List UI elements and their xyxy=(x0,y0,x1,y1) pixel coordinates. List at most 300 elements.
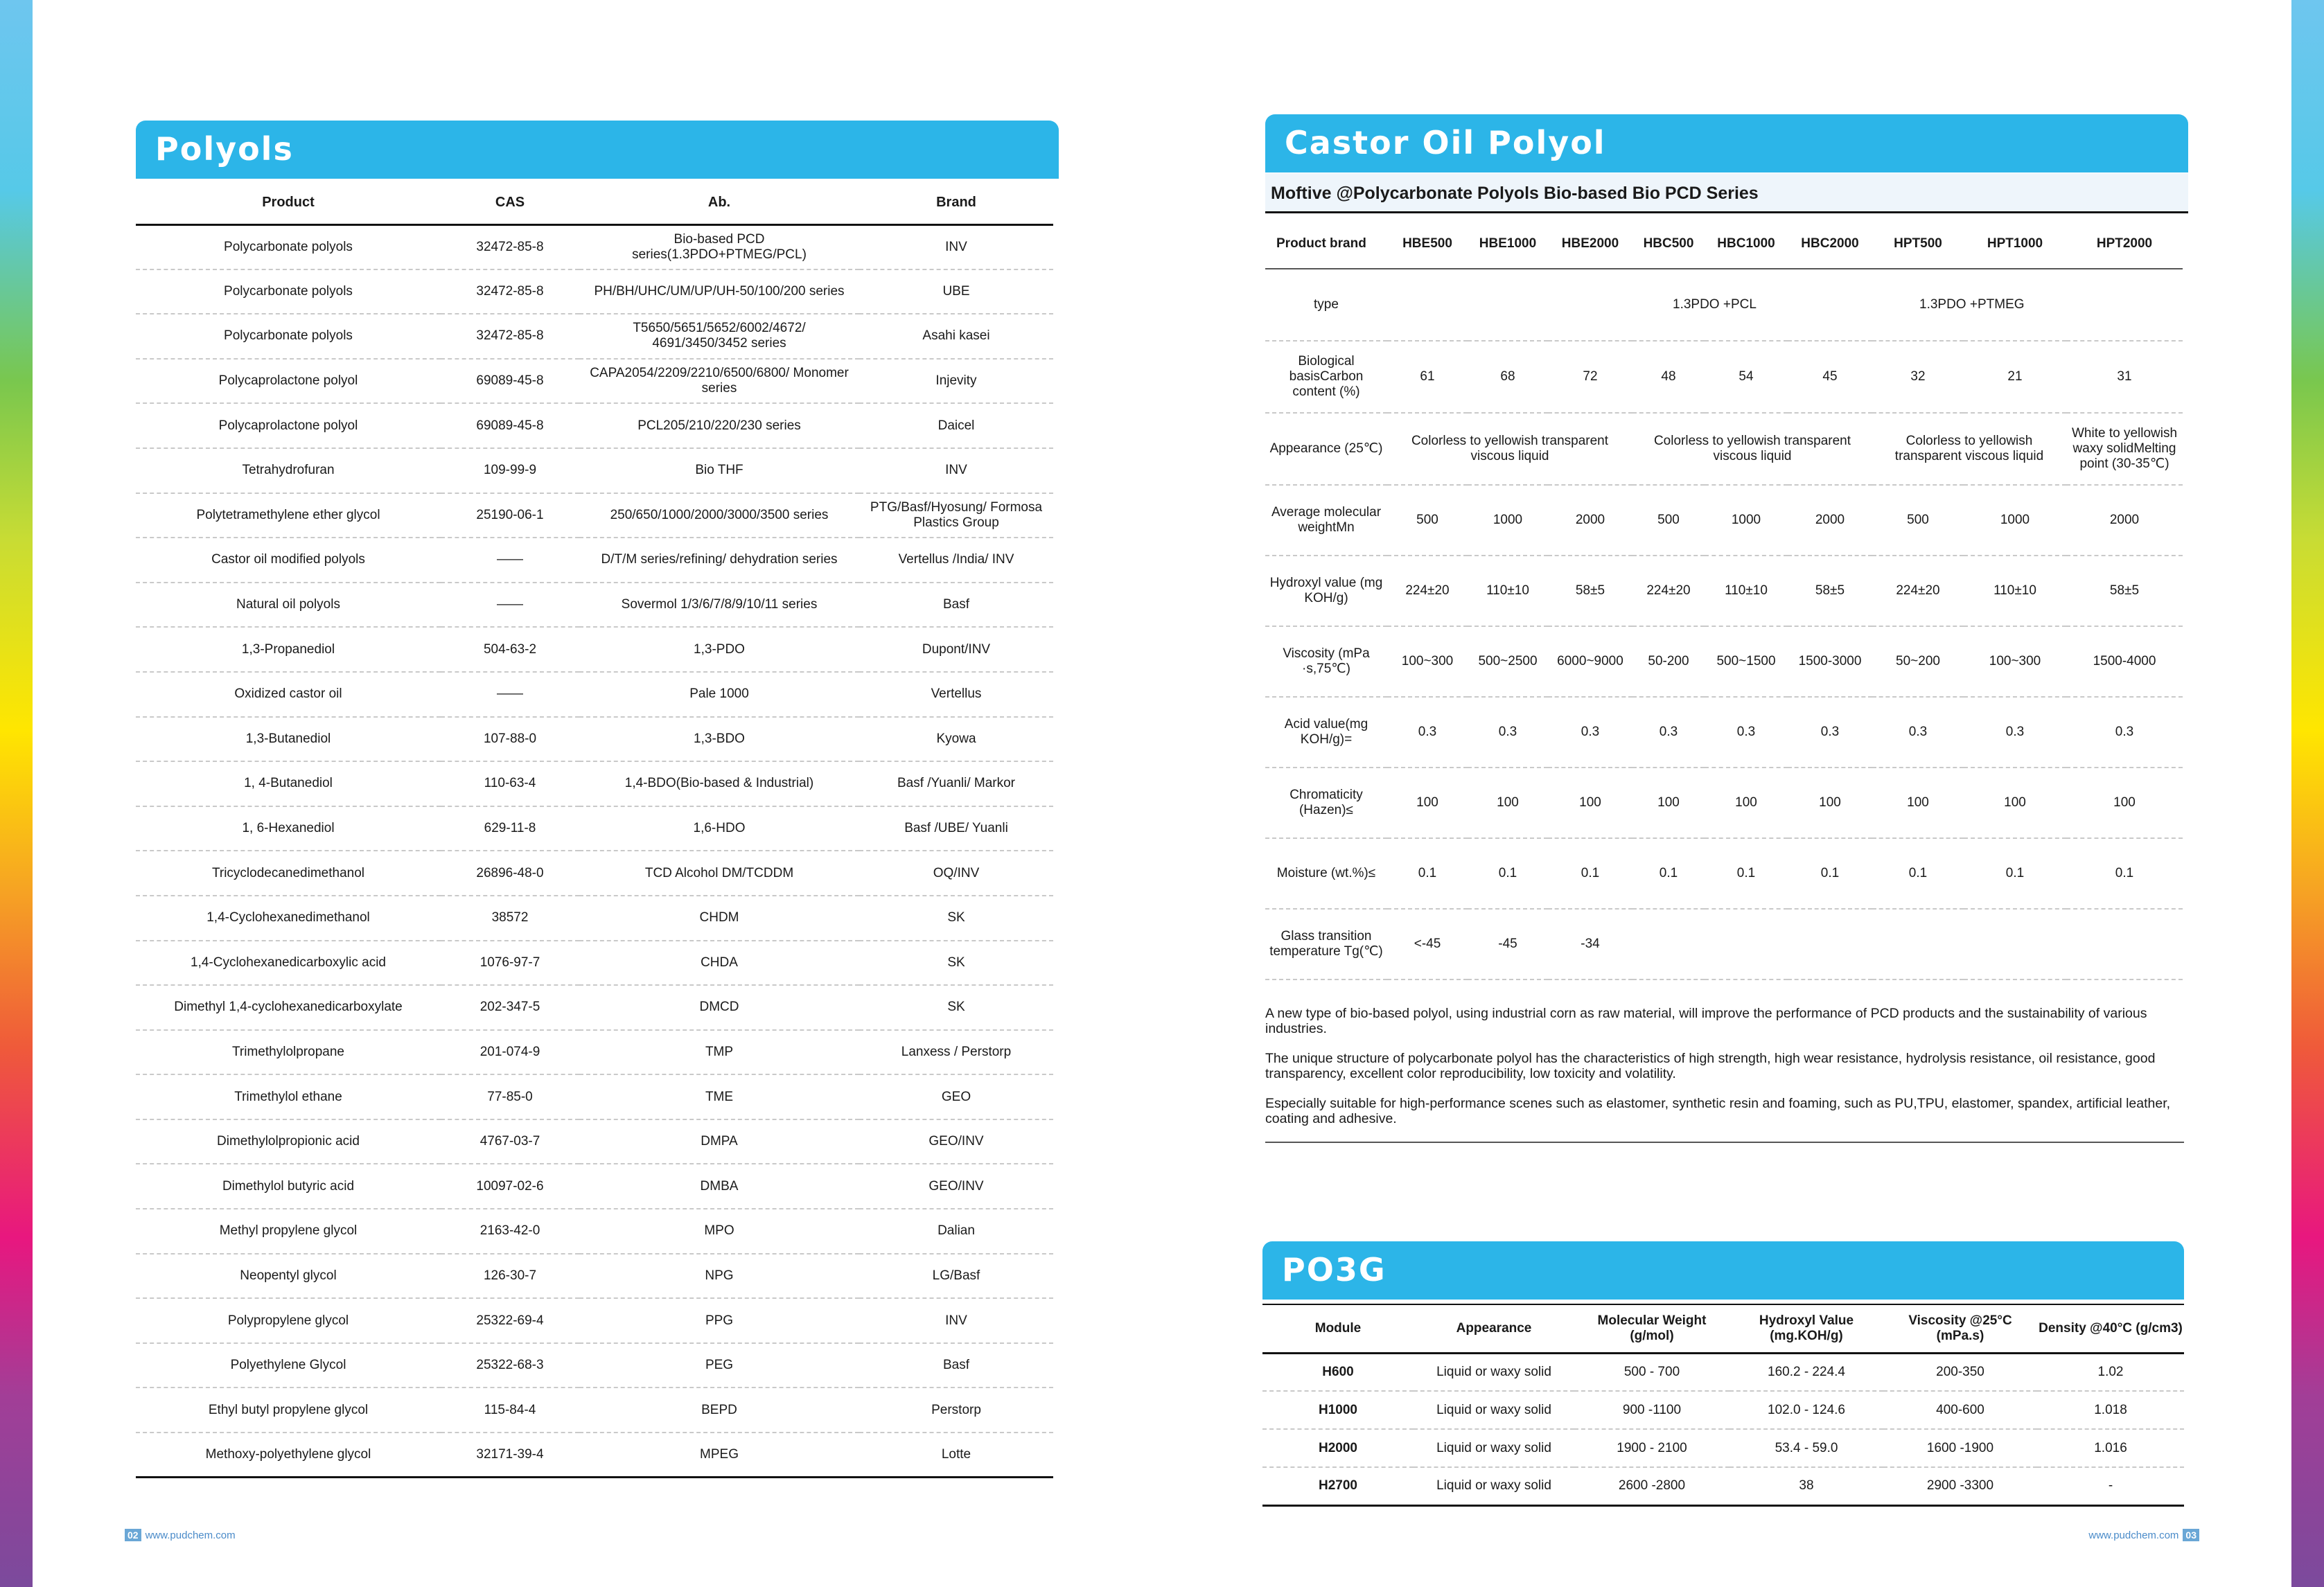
cell-chroma-6: 100 xyxy=(1872,768,1964,838)
cell-product: 1,4-Cyclohexanedicarboxylic acid xyxy=(136,941,441,986)
cell-acid-4: 0.3 xyxy=(1705,697,1788,768)
table-row xyxy=(136,448,1053,493)
cell-glass-8 xyxy=(2066,909,2183,979)
cell-glass-2: -34 xyxy=(1548,909,1632,979)
cell-product: Polyethylene Glycol xyxy=(136,1343,441,1388)
cell-density: 1.016 xyxy=(2037,1429,2184,1467)
po3g-header xyxy=(1262,1241,2184,1300)
cell-density: 1.018 xyxy=(2037,1391,2184,1429)
table-row xyxy=(136,1030,1053,1075)
cell-mw-5: 2000 xyxy=(1788,485,1872,556)
brand-hbe500: HBE500 xyxy=(1387,219,1468,269)
cell-cas: 110-63-4 xyxy=(441,761,579,806)
appearance-hbc: Colorless to yellowish transparent viscous liquid xyxy=(1632,413,1872,485)
cell-biological-6: 32 xyxy=(1872,341,1964,413)
cell-viscosity-1: 500~2500 xyxy=(1468,626,1548,697)
cell-hydroxyl-7: 110±10 xyxy=(1964,556,2066,626)
castor-glass-row xyxy=(1265,909,2183,979)
cell-moisture-5: 0.1 xyxy=(1788,838,1872,909)
row-label-chroma: Chromaticity (Hazen)≤ xyxy=(1265,768,1387,838)
cell-ab: Bio THF xyxy=(579,448,859,493)
cell-product: Methyl propylene glycol xyxy=(136,1209,441,1254)
castor-subtitle: Moftive @Polycarbonate Polyols Bio-based Bio PCD Series xyxy=(1265,173,2188,213)
cell-brand: Perstorp xyxy=(859,1387,1053,1433)
cell-brand: PTG/Basf/Hyosung/ Formosa Plastics Group xyxy=(859,493,1053,538)
cell-ab: T5650/5651/5652/6002/4672/ 4691/3450/3452 series xyxy=(579,314,859,359)
cell-brand: Basf /UBE/ Yuanli xyxy=(859,806,1053,851)
cell-hydroxyl-0: 224±20 xyxy=(1387,556,1468,626)
cell-brand: LG/Basf xyxy=(859,1254,1053,1299)
cell-viscosity-5: 1500-3000 xyxy=(1788,626,1872,697)
po3g-col-module: Module xyxy=(1262,1304,1414,1353)
cell-brand: Kyowa xyxy=(859,717,1053,762)
cell-brand: Asahi kasei xyxy=(859,314,1053,359)
table-row xyxy=(1262,1353,2184,1391)
cell-cas: —— xyxy=(441,538,579,583)
cell-cas: 32472-85-8 xyxy=(441,314,579,359)
cell-product: Polytetramethylene ether glycol xyxy=(136,493,441,538)
cell-moisture-1: 0.1 xyxy=(1468,838,1548,909)
castor-chroma-row xyxy=(1265,768,2183,838)
cell-ab: 250/650/1000/2000/3000/3500 series xyxy=(579,493,859,538)
page-number-left: 02 xyxy=(125,1529,141,1541)
cell-product: Oxidized castor oil xyxy=(136,672,441,717)
po3g-body xyxy=(1262,1353,2184,1505)
cell-viscosity-3: 50-200 xyxy=(1632,626,1705,697)
table-row xyxy=(136,403,1053,448)
cell-glass-3 xyxy=(1632,909,1705,979)
cell-ab: Sovermol 1/3/6/7/8/9/10/11 series xyxy=(579,583,859,628)
table-row xyxy=(136,1119,1053,1164)
cell-brand: INV xyxy=(859,448,1053,493)
cell-cas: 202-347-5 xyxy=(441,985,579,1030)
cell-viscosity: 200-350 xyxy=(1883,1353,2037,1391)
table-row xyxy=(1262,1391,2184,1429)
table-row xyxy=(136,1164,1053,1209)
table-row xyxy=(136,851,1053,896)
notes-divider xyxy=(1265,1142,2184,1143)
cell-ab: MPEG xyxy=(579,1433,859,1478)
cell-product: Polypropylene glycol xyxy=(136,1298,441,1343)
cell-ab: DMPA xyxy=(579,1119,859,1164)
cell-brand: Basf /Yuanli/ Markor xyxy=(859,761,1053,806)
table-row xyxy=(136,896,1053,941)
row-label-appearance: Appearance (25℃) xyxy=(1265,413,1387,485)
cell-hydroxyl-3: 224±20 xyxy=(1632,556,1705,626)
cell-product: Polycaprolactone polyol xyxy=(136,403,441,448)
footer-url-left[interactable]: www.pudchem.com xyxy=(145,1529,236,1541)
cell-brand: GEO xyxy=(859,1074,1053,1119)
appearance-hpt: Colorless to yellowish transparent viscous liquid xyxy=(1872,413,2066,485)
castor-mw-row xyxy=(1265,485,2183,556)
note-2: The unique structure of polycarbonate polyol has the characteristics of high strength, high wear resistance, hydrolysis resistance, oil resistance, good transparency, excellent color reproducibility, low toxicity and volatility. xyxy=(1265,1051,2156,1081)
cell-ab: NPG xyxy=(579,1254,859,1299)
cell-viscosity: 400-600 xyxy=(1883,1391,2037,1429)
cell-appearance: Liquid or waxy solid xyxy=(1414,1353,1574,1391)
cell-product: Dimethylol butyric acid xyxy=(136,1164,441,1209)
polyols-body xyxy=(136,224,1053,1478)
cell-cas: 77-85-0 xyxy=(441,1074,579,1119)
cell-cas: 25322-69-4 xyxy=(441,1298,579,1343)
cell-brand: UBE xyxy=(859,269,1053,314)
cell-cas: 69089-45-8 xyxy=(441,403,579,448)
cell-cas: 126-30-7 xyxy=(441,1254,579,1299)
castor-brand-label: Product brand xyxy=(1265,219,1387,269)
cell-product: Polycarbonate polyols xyxy=(136,314,441,359)
brand-hbe1000: HBE1000 xyxy=(1468,219,1548,269)
cell-glass-4 xyxy=(1705,909,1788,979)
table-row xyxy=(136,1254,1053,1299)
cell-mw-0: 500 xyxy=(1387,485,1468,556)
cell-chroma-5: 100 xyxy=(1788,768,1872,838)
table-row xyxy=(136,717,1053,762)
cell-acid-2: 0.3 xyxy=(1548,697,1632,768)
cell-brand: Lanxess / Perstorp xyxy=(859,1030,1053,1075)
cell-brand: Basf xyxy=(859,583,1053,628)
table-row xyxy=(136,761,1053,806)
cell-product: 1, 4-Butanediol xyxy=(136,761,441,806)
cell-viscosity-7: 100~300 xyxy=(1964,626,2066,697)
cell-mw: 2600 -2800 xyxy=(1574,1467,1729,1505)
cell-product: Castor oil modified polyols xyxy=(136,538,441,583)
cell-brand: Injevity xyxy=(859,359,1053,404)
cell-cas: 26896-48-0 xyxy=(441,851,579,896)
polyols-header xyxy=(136,121,1059,179)
cell-cas: 32171-39-4 xyxy=(441,1433,579,1478)
table-row xyxy=(136,672,1053,717)
cell-ab: BEPD xyxy=(579,1387,859,1433)
brand-hbc500: HBC500 xyxy=(1632,219,1705,269)
cell-moisture-0: 0.1 xyxy=(1387,838,1468,909)
cell-product: Dimethylolpropionic acid xyxy=(136,1119,441,1164)
po3g-header-row xyxy=(1262,1304,2184,1353)
table-row xyxy=(136,538,1053,583)
cell-ab: 1,3-PDO xyxy=(579,627,859,672)
cell-viscosity: 1600 -1900 xyxy=(1883,1429,2037,1467)
cell-biological-1: 68 xyxy=(1468,341,1548,413)
cell-product: Polycarbonate polyols xyxy=(136,224,441,269)
cell-viscosity-6: 50~200 xyxy=(1872,626,1964,697)
cell-product: Tetrahydrofuran xyxy=(136,448,441,493)
row-label-mw: Average molecular weightMn xyxy=(1265,485,1387,556)
cell-cas: —— xyxy=(441,672,579,717)
castor-acid-row xyxy=(1265,697,2183,768)
cell-glass-1: -45 xyxy=(1468,909,1548,979)
table-row xyxy=(136,1433,1053,1478)
table-row xyxy=(136,269,1053,314)
table-row xyxy=(136,806,1053,851)
cell-chroma-2: 100 xyxy=(1548,768,1632,838)
table-row xyxy=(136,1209,1053,1254)
row-label-hydroxyl: Hydroxyl value (mg KOH/g) xyxy=(1265,556,1387,626)
polyols-table xyxy=(136,181,1053,1478)
cell-glass-6 xyxy=(1872,909,1964,979)
cell-density: - xyxy=(2037,1467,2184,1505)
cell-hydroxyl-5: 58±5 xyxy=(1788,556,1872,626)
brand-hpt1000: HPT1000 xyxy=(1964,219,2066,269)
rainbow-strip-left xyxy=(0,0,33,1587)
po3g-col-hydroxyl: Hydroxyl Value (mg.KOH/g) xyxy=(1729,1304,1883,1353)
cell-ab: 1,4-BDO(Bio-based & Industrial) xyxy=(579,761,859,806)
appearance-hpt2000: White to yellowish waxy solidMelting point (30-35℃) xyxy=(2066,413,2183,485)
cell-glass-7 xyxy=(1964,909,2066,979)
castor-type-row xyxy=(1265,269,2183,341)
cell-ab: CHDA xyxy=(579,941,859,986)
po3g-col-density: Density @40°C (g/cm3) xyxy=(2037,1304,2184,1353)
cell-hydroxyl-8: 58±5 xyxy=(2066,556,2183,626)
cell-brand: INV xyxy=(859,224,1053,269)
table-row xyxy=(136,627,1053,672)
cell-biological-4: 54 xyxy=(1705,341,1788,413)
table-row xyxy=(136,359,1053,404)
cell-hydroxyl: 38 xyxy=(1729,1467,1883,1505)
cell-product: Ethyl butyl propylene glycol xyxy=(136,1387,441,1433)
cell-moisture-4: 0.1 xyxy=(1705,838,1788,909)
cell-hydroxyl-1: 110±10 xyxy=(1468,556,1548,626)
cell-ab: CAPA2054/2209/2210/6500/6800/ Monomer series xyxy=(579,359,859,404)
cell-ab: Bio-based PCD series(1.3PDO+PTMEG/PCL) xyxy=(579,224,859,269)
cell-cas: 107-88-0 xyxy=(441,717,579,762)
cell-acid-6: 0.3 xyxy=(1872,697,1964,768)
cell-product: Neopentyl glycol xyxy=(136,1254,441,1299)
brand-hbc2000: HBC2000 xyxy=(1788,219,1872,269)
castor-moisture-row xyxy=(1265,838,2183,909)
cell-mw-3: 500 xyxy=(1632,485,1705,556)
col-header-brand: Brand xyxy=(859,181,1053,224)
brand-hpt500: HPT500 xyxy=(1872,219,1964,269)
cell-hydroxyl-4: 110±10 xyxy=(1705,556,1788,626)
polyols-header-row xyxy=(136,181,1053,224)
cell-ab: TME xyxy=(579,1074,859,1119)
cell-appearance: Liquid or waxy solid xyxy=(1414,1429,1574,1467)
castor-notes xyxy=(1265,1006,2184,1141)
cell-brand: Lotte xyxy=(859,1433,1053,1478)
note-3: Especially suitable for high-performance scenes such as elastomer, synthetic resin and foaming, such as PU,TPU, elastomer, spandex, artificial leather, coating and adhesive. xyxy=(1265,1096,2171,1126)
cell-hydroxyl: 160.2 - 224.4 xyxy=(1729,1353,1883,1391)
cell-brand: SK xyxy=(859,941,1053,986)
cell-brand: Dalian xyxy=(859,1209,1053,1254)
cell-glass-5 xyxy=(1788,909,1872,979)
cell-brand: Vertellus xyxy=(859,672,1053,717)
cell-moisture-7: 0.1 xyxy=(1964,838,2066,909)
brand-hbe2000: HBE2000 xyxy=(1548,219,1632,269)
po3g-table xyxy=(1262,1304,2184,1507)
cell-product: 1,4-Cyclohexanedimethanol xyxy=(136,896,441,941)
cell-brand: Dupont/INV xyxy=(859,627,1053,672)
cell-cas: 69089-45-8 xyxy=(441,359,579,404)
cell-brand: GEO/INV xyxy=(859,1164,1053,1209)
cell-hydroxyl-6: 224±20 xyxy=(1872,556,1964,626)
cell-appearance: Liquid or waxy solid xyxy=(1414,1467,1574,1505)
po3g-col-mw: Molecular Weight (g/mol) xyxy=(1574,1304,1729,1353)
cell-product: Polycaprolactone polyol xyxy=(136,359,441,404)
cell-chroma-7: 100 xyxy=(1964,768,2066,838)
cell-ab: MPO xyxy=(579,1209,859,1254)
cell-viscosity-4: 500~1500 xyxy=(1705,626,1788,697)
cell-cas: 504-63-2 xyxy=(441,627,579,672)
cell-mw: 900 -1100 xyxy=(1574,1391,1729,1429)
cell-acid-5: 0.3 xyxy=(1788,697,1872,768)
cell-cas: —— xyxy=(441,583,579,628)
cell-ab: DMBA xyxy=(579,1164,859,1209)
table-row xyxy=(136,583,1053,628)
cell-cas: 109-99-9 xyxy=(441,448,579,493)
cell-brand: SK xyxy=(859,985,1053,1030)
row-label-moisture: Moisture (wt.%)≤ xyxy=(1265,838,1387,909)
cell-module: H1000 xyxy=(1262,1391,1414,1429)
cell-mw: 500 - 700 xyxy=(1574,1353,1729,1391)
cell-hydroxyl: 53.4 - 59.0 xyxy=(1729,1429,1883,1467)
cell-product: Tricyclodecanedimethanol xyxy=(136,851,441,896)
page-number-right: 03 xyxy=(2183,1529,2199,1541)
castor-table xyxy=(1265,219,2183,980)
cell-product: 1,3-Butanediol xyxy=(136,717,441,762)
cell-chroma-0: 100 xyxy=(1387,768,1468,838)
cell-biological-0: 61 xyxy=(1387,341,1468,413)
cell-mw-6: 500 xyxy=(1872,485,1964,556)
cell-brand: SK xyxy=(859,896,1053,941)
cell-mw-2: 2000 xyxy=(1548,485,1632,556)
cell-chroma-1: 100 xyxy=(1468,768,1548,838)
castor-title: Castor Oil Polyol xyxy=(1285,124,1606,161)
appearance-hbe: Colorless to yellowish transparent viscous liquid xyxy=(1387,413,1632,485)
cell-cas: 32472-85-8 xyxy=(441,224,579,269)
table-row xyxy=(136,1343,1053,1388)
footer-left xyxy=(125,1529,236,1541)
cell-viscosity: 2900 -3300 xyxy=(1883,1467,2037,1505)
row-label-biological: Biological basisCarbon content (%) xyxy=(1265,341,1387,413)
cell-ab: 1,3-BDO xyxy=(579,717,859,762)
cell-product: Natural oil polyols xyxy=(136,583,441,628)
table-row xyxy=(136,314,1053,359)
col-header-product: Product xyxy=(136,181,441,224)
cell-ab: CHDM xyxy=(579,896,859,941)
type-hbc: 1.3PDO +PCL xyxy=(1632,269,1788,341)
cell-biological-7: 21 xyxy=(1964,341,2066,413)
cell-cas: 201-074-9 xyxy=(441,1030,579,1075)
cell-cas: 32472-85-8 xyxy=(441,269,579,314)
table-row xyxy=(136,1298,1053,1343)
cell-biological-8: 31 xyxy=(2066,341,2183,413)
cell-cas: 1076-97-7 xyxy=(441,941,579,986)
cell-ab: 1,6-HDO xyxy=(579,806,859,851)
footer-right xyxy=(2088,1529,2199,1541)
cell-hydroxyl: 102.0 - 124.6 xyxy=(1729,1391,1883,1429)
col-header-ab: Ab. xyxy=(579,181,859,224)
cell-mw-4: 1000 xyxy=(1705,485,1788,556)
table-row xyxy=(136,224,1053,269)
cell-moisture-8: 0.1 xyxy=(2066,838,2183,909)
cell-biological-3: 48 xyxy=(1632,341,1705,413)
table-row xyxy=(136,985,1053,1030)
cell-mw-8: 2000 xyxy=(2066,485,2183,556)
cell-product: Methoxy-polyethylene glycol xyxy=(136,1433,441,1478)
cell-cas: 38572 xyxy=(441,896,579,941)
cell-cas: 25322-68-3 xyxy=(441,1343,579,1388)
table-row xyxy=(136,1387,1053,1433)
cell-cas: 629-11-8 xyxy=(441,806,579,851)
cell-brand: Vertellus /India/ INV xyxy=(859,538,1053,583)
cell-moisture-6: 0.1 xyxy=(1872,838,1964,909)
cell-mw-1: 1000 xyxy=(1468,485,1548,556)
cell-biological-5: 45 xyxy=(1788,341,1872,413)
cell-cas: 10097-02-6 xyxy=(441,1164,579,1209)
cell-density: 1.02 xyxy=(2037,1353,2184,1391)
cell-acid-8: 0.3 xyxy=(2066,697,2183,768)
cell-ab: PCL205/210/220/230 series xyxy=(579,403,859,448)
cell-product: Polycarbonate polyols xyxy=(136,269,441,314)
cell-acid-0: 0.3 xyxy=(1387,697,1468,768)
row-label-acid: Acid value(mg KOH/g)= xyxy=(1265,697,1387,768)
table-row xyxy=(1262,1467,2184,1505)
cell-chroma-8: 100 xyxy=(2066,768,2183,838)
cell-ab: DMCD xyxy=(579,985,859,1030)
row-label-type: type xyxy=(1265,269,1387,341)
cell-brand: Daicel xyxy=(859,403,1053,448)
cell-module: H2000 xyxy=(1262,1429,1414,1467)
cell-mw: 1900 - 2100 xyxy=(1574,1429,1729,1467)
brand-hpt2000: HPT2000 xyxy=(2066,219,2183,269)
cell-cas: 2163-42-0 xyxy=(441,1209,579,1254)
col-header-cas: CAS xyxy=(441,181,579,224)
type-hpt: 1.3PDO +PTMEG xyxy=(1872,269,2066,341)
cell-viscosity-2: 6000~9000 xyxy=(1548,626,1632,697)
table-row xyxy=(136,941,1053,986)
cell-product: 1,3-Propanediol xyxy=(136,627,441,672)
note-1: A new type of bio-based polyol, using industrial corn as raw material, will improve the performance of PCD products and the sustainability of various industries. xyxy=(1265,1006,2147,1036)
polyols-title: Polyols xyxy=(155,130,294,168)
cell-chroma-3: 100 xyxy=(1632,768,1705,838)
cell-product: 1, 6-Hexanediol xyxy=(136,806,441,851)
row-label-viscosity: Viscosity (mPa ·s,75℃) xyxy=(1265,626,1387,697)
cell-ab: TCD Alcohol DM/TCDDM xyxy=(579,851,859,896)
cell-product: Trimethylol ethane xyxy=(136,1074,441,1119)
cell-moisture-2: 0.1 xyxy=(1548,838,1632,909)
cell-brand: OQ/INV xyxy=(859,851,1053,896)
cell-brand: Basf xyxy=(859,1343,1053,1388)
cell-chroma-4: 100 xyxy=(1705,768,1788,838)
footer-url-right[interactable]: www.pudchem.com xyxy=(2088,1529,2179,1541)
cell-ab: PEG xyxy=(579,1343,859,1388)
po3g-title: PO3G xyxy=(1282,1251,1387,1288)
castor-viscosity-row xyxy=(1265,626,2183,697)
cell-moisture-3: 0.1 xyxy=(1632,838,1705,909)
cell-module: H600 xyxy=(1262,1353,1414,1391)
castor-header xyxy=(1265,114,2188,172)
cell-ab: PH/BH/UHC/UM/UP/UH-50/100/200 series xyxy=(579,269,859,314)
cell-product: Dimethyl 1,4-cyclohexanedicarboxylate xyxy=(136,985,441,1030)
cell-hydroxyl-2: 58±5 xyxy=(1548,556,1632,626)
cell-ab: D/T/M series/refining/ dehydration series xyxy=(579,538,859,583)
castor-hydroxyl-row xyxy=(1265,556,2183,626)
cell-biological-2: 72 xyxy=(1548,341,1632,413)
cell-mw-7: 1000 xyxy=(1964,485,2066,556)
cell-acid-3: 0.3 xyxy=(1632,697,1705,768)
cell-ab: TMP xyxy=(579,1030,859,1075)
castor-appearance-row xyxy=(1265,413,2183,485)
cell-ab: Pale 1000 xyxy=(579,672,859,717)
cell-appearance: Liquid or waxy solid xyxy=(1414,1391,1574,1429)
cell-glass-0: <-45 xyxy=(1387,909,1468,979)
table-row xyxy=(1262,1429,2184,1467)
po3g-col-viscosity: Viscosity @25°C (mPa.s) xyxy=(1883,1304,2037,1353)
brand-hbc1000: HBC1000 xyxy=(1705,219,1788,269)
cell-cas: 25190-06-1 xyxy=(441,493,579,538)
cell-product: Trimethylolpropane xyxy=(136,1030,441,1075)
cell-viscosity-0: 100~300 xyxy=(1387,626,1468,697)
rainbow-strip-right xyxy=(2291,0,2324,1587)
cell-cas: 4767-03-7 xyxy=(441,1119,579,1164)
